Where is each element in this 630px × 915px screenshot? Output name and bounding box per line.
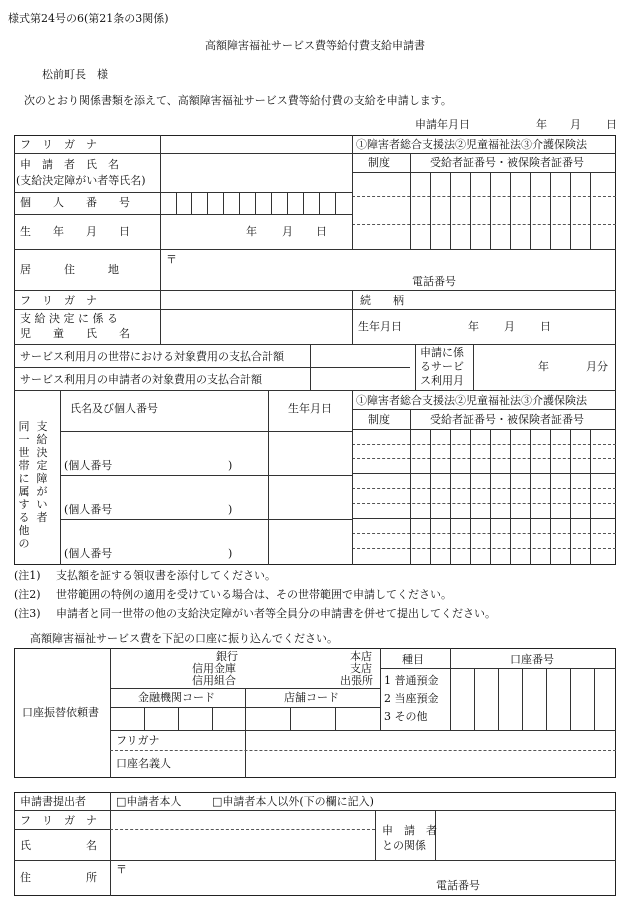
bank-ginko: 銀行 (216, 650, 238, 663)
note-3-no: (注3) (14, 607, 41, 620)
month-year: 年 (538, 360, 549, 373)
submitter-self-checkbox[interactable]: □申請者本人 (116, 795, 182, 808)
bank-holder: 口座名義人 (116, 757, 171, 770)
personal-close-1: ) (228, 459, 233, 472)
month-label-1: 申請に係 (420, 346, 464, 359)
note-2-no: (注2) (14, 588, 41, 601)
date-year: 年 (536, 118, 547, 131)
personal-no-1: (個人番号 (64, 459, 113, 472)
bank-shumoku: 種目 (402, 653, 424, 666)
applicant-furigana-label: フ リ ガ ナ (20, 138, 97, 151)
household-side-inner: 支給決定障がい者 (36, 420, 48, 524)
personal-close-3: ) (228, 547, 233, 560)
child-label-1: 支 給 決 定 に 係 る (20, 312, 118, 325)
form-number: 様式第24号の6(第21条の3関係) (8, 12, 169, 25)
personal-close-2: ) (228, 503, 233, 516)
bank-opt3: 3 その他 (384, 710, 428, 723)
bank-intro: 高額障害福祉サービス費を下記の口座に振り込んでください。 (30, 632, 338, 645)
note-3-text: 申請者と同一世帯の他の支給決定障がい者等全員分の申請書を併せて提出してください。 (56, 607, 496, 620)
child-label-2: 児 童 氏 名 (20, 327, 130, 340)
month-label-3: ス利用月 (420, 374, 464, 387)
birth-day: 日 (316, 225, 327, 238)
submitter-name: 氏 名 (20, 839, 97, 852)
submitter-phone: 電話番号 (436, 879, 480, 892)
seido-label: 制度 (368, 156, 390, 169)
child-furigana-label: フ リ ガ ナ (20, 294, 97, 307)
bank-opt1: 1 普通預金 (384, 674, 439, 687)
address-label: 居 住 地 (20, 263, 119, 276)
bank-kikan-code: 金融機関コード (138, 691, 215, 704)
birth-month: 月 (282, 225, 293, 238)
bank-account-no: 口座番号 (510, 653, 554, 666)
bank-opt2: 2 当座預金 (384, 692, 439, 705)
form-title: 高額障害福祉サービス費等給付費支給申請書 (205, 39, 425, 52)
submitter-relation-2: との関係 (382, 839, 426, 852)
month-label-2: るサービ (420, 360, 464, 373)
household-birth-header: 生年月日 (288, 402, 332, 415)
addressee: 松前町長 様 (42, 68, 108, 81)
date-day: 日 (606, 118, 617, 131)
applicant-name-sub: (支給決定障がい者等氏名) (16, 174, 146, 187)
submitter-address: 住 所 (20, 871, 97, 884)
household-cost-label: サービス利用月の世帯における対象費用の支払合計額 (20, 350, 284, 363)
household-name-header: 氏名及び個人番号 (70, 402, 158, 415)
bank-shutcho: 出張所 (340, 674, 373, 687)
personal-number-label: 個 人 番 号 (20, 196, 130, 209)
personal-no-2: (個人番号 (64, 503, 113, 516)
household-side-outer: 同一世帯に属する他の (18, 420, 30, 550)
applicant-name-label: 申 請 者 氏 名 (20, 158, 119, 171)
child-birth-month: 月 (504, 320, 515, 333)
bank-tenpo-code: 店舗コード (284, 691, 339, 704)
submitter-relation-1: 申 請 者 (382, 824, 437, 837)
bank-request-label: 口座振替依頼書 (22, 706, 99, 719)
submitter-postal: 〒 (116, 863, 127, 876)
jukyu-label: 受給者証番号・被保険者証番号 (430, 156, 584, 169)
bank-furigana: フリガナ (116, 734, 160, 747)
applicant-cost-label: サービス利用月の申請者の対象費用の支払合計額 (20, 373, 262, 386)
date-month: 月 (570, 118, 581, 131)
date-label: 申請年月日 (415, 118, 470, 131)
submitter-label: 申請書提出者 (20, 795, 86, 808)
birth-year: 年 (246, 225, 257, 238)
child-birth-day: 日 (540, 320, 551, 333)
note-1-text: 支払額を証する領収書を添付してください。 (56, 569, 276, 582)
law-header: ①障害者総合支援法②児童福祉法③介護保険法 (356, 138, 587, 151)
relation-label: 続 柄 (360, 294, 404, 307)
intro-text: 次のとおり関係書類を添えて、高額障害福祉サービス費等給付費の支給を申請します。 (24, 94, 452, 107)
bank-honten: 本店 (350, 650, 372, 663)
bank-kumiai: 信用組合 (192, 674, 236, 687)
household-seido-label: 制度 (368, 413, 390, 426)
child-birth-label: 生年月日 (358, 320, 402, 333)
note-1-no: (注1) (14, 569, 41, 582)
submitter-furigana: フ リ ガ ナ (20, 814, 97, 827)
child-birth-year: 年 (468, 320, 479, 333)
month-month: 月分 (586, 360, 608, 373)
postal-mark: 〒 (166, 253, 177, 266)
bank-shiten: 支店 (350, 662, 372, 675)
phone-label: 電話番号 (412, 275, 456, 288)
bank-shinkin: 信用金庫 (192, 662, 236, 675)
household-law-header: ①障害者総合支援法②児童福祉法③介護保険法 (356, 394, 587, 407)
personal-no-3: (個人番号 (64, 547, 113, 560)
submitter-other-checkbox[interactable]: □申請者本人以外(下の欄に記入) (212, 795, 374, 808)
birth-label: 生 年 月 日 (20, 225, 130, 238)
note-2-text: 世帯範囲の特例の適用を受けている場合は、その世帯範囲で申請してください。 (56, 588, 452, 601)
household-jukyu-label: 受給者証番号・被保険者証番号 (430, 413, 584, 426)
